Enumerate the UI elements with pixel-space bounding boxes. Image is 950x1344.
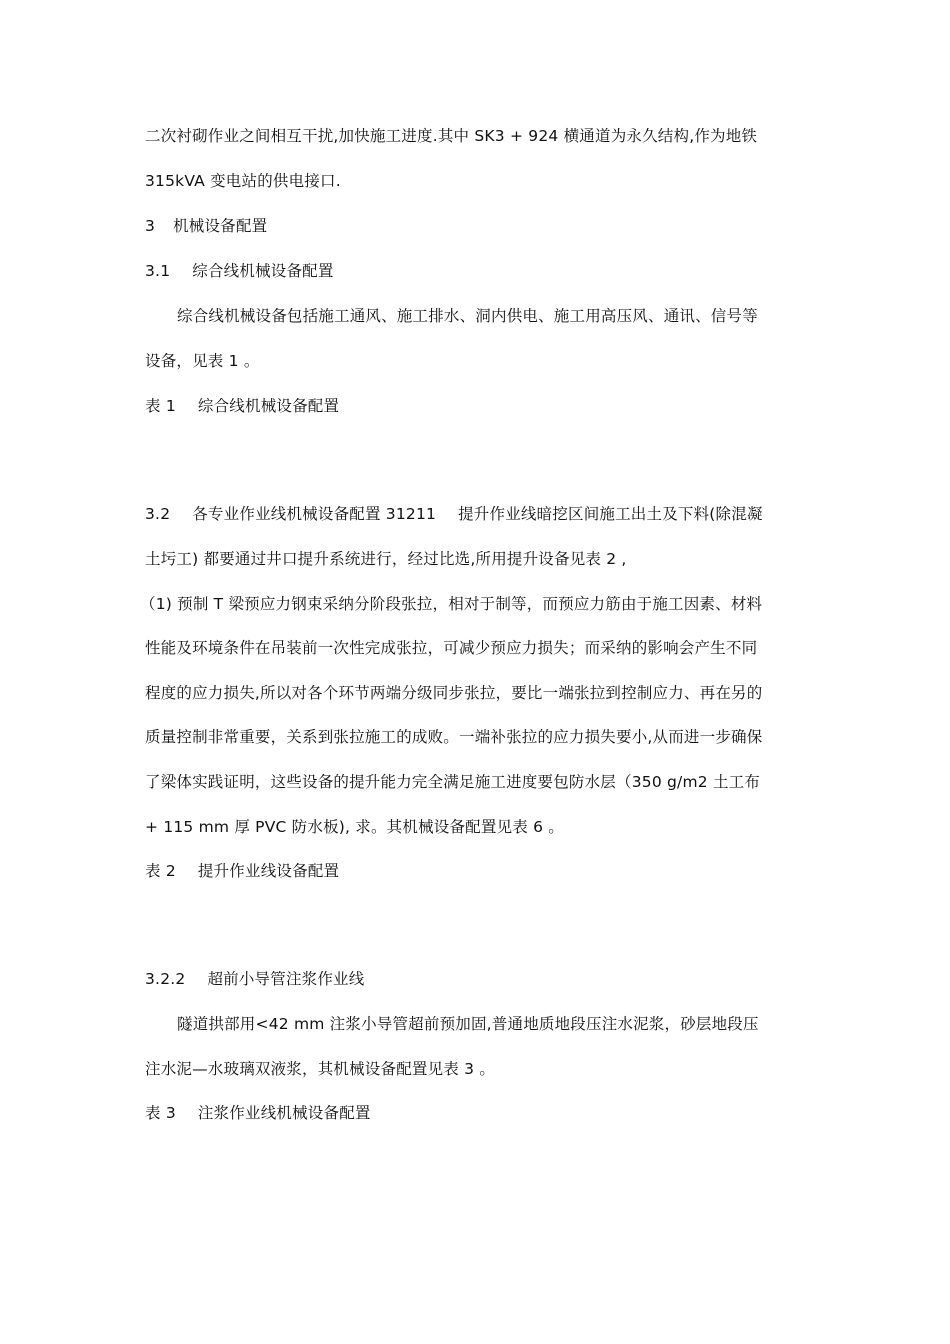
paragraph-line: 设备，见表 1 。 <box>145 352 260 370</box>
section-title: 超前小导管注浆作业线 <box>207 970 365 988</box>
section-number: 3.1 <box>145 262 171 280</box>
table-number: 表 2 <box>145 862 176 880</box>
paragraph-line: 土圬工) 都要通过井口提升系统进行，经过比选,所用提升设备见表 2 , <box>145 550 627 568</box>
section-heading-3 <box>145 216 267 236</box>
table-caption-2 <box>145 861 339 881</box>
paragraph-line: 二次衬砌作业之间相互干扰,加快施工进度.其中 SK3 + 924 横通道为永久结构,作为地铁 <box>145 127 758 145</box>
paragraph-line: + 115 mm 厚 PVC 防水板), 求。其机械设备配置见表 6 。 <box>145 818 564 836</box>
section-title: 综合线机械设备配置 <box>192 262 334 280</box>
paragraph-line: 质量控制非常重要，关系到张拉施工的成败。一端补张拉的应力损失要小,从而进一步确保 <box>145 728 763 746</box>
table-number: 表 3 <box>145 1104 176 1122</box>
paragraph-line: 程度的应力损失,所以对各个环节两端分级同步张拉，要比一端张拉到控制应力、再在另的 <box>145 684 763 702</box>
section-number: 3.2.2 <box>145 970 186 988</box>
table-title: 注浆作业线机械设备配置 <box>197 1104 371 1122</box>
table-caption-3 <box>145 1103 371 1123</box>
section-number: 3.2 <box>145 505 171 523</box>
paragraph-text: 提升作业线暗挖区间施工出土及下料(除混凝 <box>458 505 763 523</box>
section-title: 各专业作业线机械设备配置 31211 <box>192 505 437 523</box>
paragraph-line: 隧道拱部用<42 mm 注浆小导管超前预加固,普通地质地段压注水泥浆，砂层地段压 <box>177 1015 759 1033</box>
section-heading-3-1 <box>145 261 334 281</box>
section-heading-3-2 <box>145 504 763 524</box>
paragraph-line: 315kVA 变电站的供电接口. <box>145 172 341 190</box>
section-title: 机械设备配置 <box>173 217 268 235</box>
table-title: 综合线机械设备配置 <box>197 397 340 415</box>
paragraph-line: 了梁体实践证明，这些设备的提升能力完全满足施工进度要包防水层（350 g/m2 土工布 <box>145 773 761 791</box>
section-heading-3-2-2 <box>145 969 364 989</box>
table-title: 提升作业线设备配置 <box>197 862 340 880</box>
paragraph-line: 注水泥—水玻璃双液浆，其机械设备配置见表 3 。 <box>145 1060 496 1078</box>
table-number: 表 1 <box>145 397 176 415</box>
paragraph-line: （1) 预制 T 梁预应力钢束采纳分阶段张拉，相对于制等，而预应力筋由于施工因素、材料 <box>140 595 763 613</box>
section-number: 3 <box>145 217 156 235</box>
paragraph-line: 性能及环境条件在吊装前一次性完成张拉，可减少预应力损失；而采纳的影响会产生不同 <box>145 639 758 657</box>
paragraph-line: 综合线机械设备包括施工通风、施工排水、洞内供电、施工用高压风、通讯、信号等 <box>177 307 758 325</box>
table-caption-1 <box>145 396 339 416</box>
